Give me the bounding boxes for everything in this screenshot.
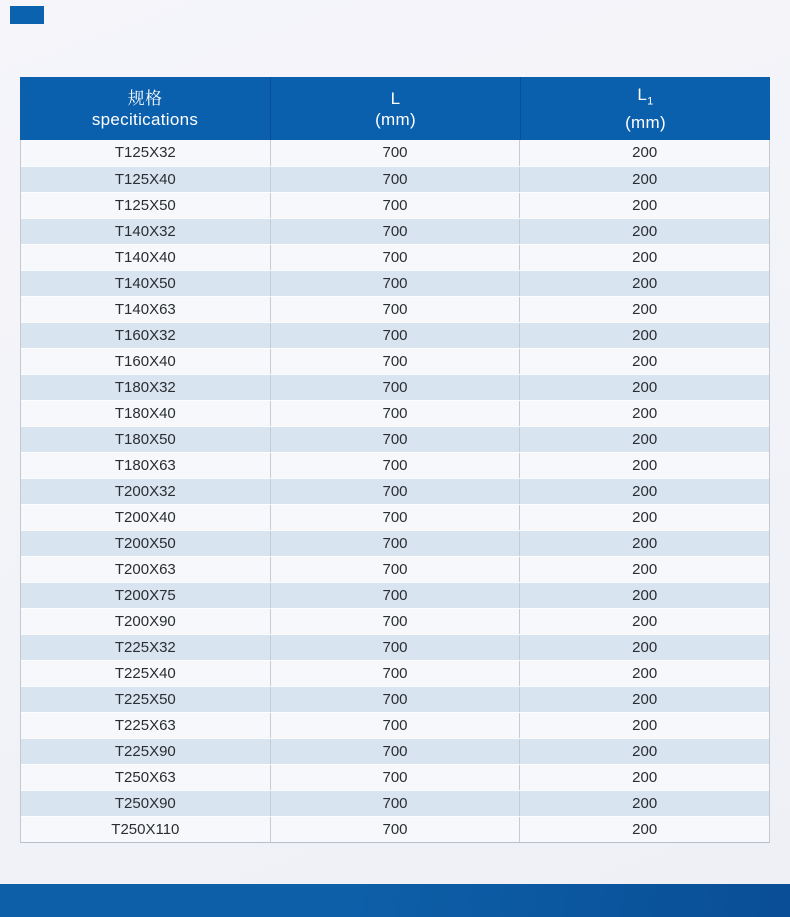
l1-cell: 200 [519, 401, 769, 426]
spec-cell: T180X50 [114, 431, 176, 448]
table-row [21, 504, 769, 530]
l-cell: 700 [270, 635, 520, 660]
l-cell: 700 [270, 193, 520, 218]
l-cell: 700 [270, 245, 520, 270]
l-cell: 700 [270, 479, 520, 504]
spec-cell: T200X90 [114, 613, 176, 630]
l1-cell: 200 [519, 323, 769, 348]
l-cell: 700 [270, 375, 520, 400]
l1-cell: 200 [519, 739, 769, 764]
spec-cell: T180X32 [114, 379, 176, 396]
table-row [21, 478, 769, 504]
table-row [21, 322, 769, 348]
l-cell: 700 [270, 505, 520, 530]
header-cell-spec [20, 77, 270, 140]
l-cell: 700 [270, 765, 520, 790]
l1-cell: 200 [519, 167, 769, 192]
l-cell: 700 [270, 140, 520, 166]
table-row [21, 192, 769, 218]
spec-cell: T225X40 [114, 665, 176, 682]
table-row [21, 166, 769, 192]
table-row [21, 764, 769, 790]
l1-cell: 200 [519, 531, 769, 556]
l1-cell: 200 [519, 375, 769, 400]
spec-cell: T225X90 [114, 743, 176, 760]
spec-cell: T160X32 [114, 327, 176, 344]
table-row [21, 270, 769, 296]
specification-table [20, 77, 770, 843]
table-row [21, 296, 769, 322]
table-row [21, 452, 769, 478]
l-cell: 700 [270, 453, 520, 478]
spec-cell: T250X63 [114, 769, 176, 786]
l1-cell: 200 [519, 140, 769, 166]
l1-cell: 200 [519, 427, 769, 452]
spec-cell: T125X32 [114, 144, 176, 161]
header-l-unit: (mm) [375, 109, 416, 129]
l1-cell: 200 [519, 219, 769, 244]
table-row [21, 738, 769, 764]
l1-cell: 200 [519, 713, 769, 738]
table-row [21, 686, 769, 712]
l1-cell: 200 [519, 557, 769, 582]
l1-cell: 200 [519, 609, 769, 634]
l1-cell: 200 [519, 817, 769, 842]
l-cell: 700 [270, 167, 520, 192]
l-cell: 700 [270, 531, 520, 556]
l-cell: 700 [270, 271, 520, 296]
table-row [21, 790, 769, 816]
l-cell: 700 [270, 349, 520, 374]
table-row [21, 582, 769, 608]
l-cell: 700 [270, 401, 520, 426]
l1-cell: 200 [519, 791, 769, 816]
l1-cell: 200 [519, 453, 769, 478]
l1-cell: 200 [519, 765, 769, 790]
l1-cell: 200 [519, 349, 769, 374]
spec-cell: T250X110 [111, 821, 180, 838]
l-cell: 700 [270, 583, 520, 608]
l1-cell: 200 [519, 271, 769, 296]
header-l1-label: $L_1$ [637, 84, 654, 108]
l-cell: 700 [270, 219, 520, 244]
l-cell: 700 [270, 297, 520, 322]
l-cell: 700 [270, 791, 520, 816]
l-cell: 700 [270, 427, 520, 452]
l-cell: 700 [270, 609, 520, 634]
header-spec-en: specitications [91, 109, 199, 129]
table-row [21, 816, 769, 842]
table-row [21, 556, 769, 582]
l1-cell: 200 [519, 583, 769, 608]
spec-cell: T140X50 [114, 275, 176, 292]
spec-cell: T125X50 [114, 197, 176, 214]
decor-blue-block [10, 6, 44, 24]
table-row [21, 608, 769, 634]
spec-cell: T160X40 [114, 353, 176, 370]
header-l-label: L [390, 88, 401, 108]
header-cell-l1 [520, 77, 770, 140]
spec-cell: T140X32 [114, 223, 176, 240]
table-row [21, 634, 769, 660]
spec-cell: T250X90 [114, 795, 176, 812]
table-row [21, 218, 769, 244]
l-cell: 700 [270, 557, 520, 582]
spec-cell: T225X32 [114, 639, 176, 656]
table-row [21, 140, 769, 166]
l1-cell: 200 [519, 687, 769, 712]
l-cell: 700 [270, 739, 520, 764]
l1-cell: 200 [519, 193, 769, 218]
spec-cell: T200X40 [114, 509, 176, 526]
table-row [21, 530, 769, 556]
spec-cell: T225X50 [114, 691, 176, 708]
header-spec-cn: 规格 [127, 88, 163, 108]
l-cell: 700 [270, 713, 520, 738]
table-row [21, 426, 769, 452]
header-cell-l [270, 77, 520, 140]
spec-cell: T125X40 [114, 171, 176, 188]
l1-cell: 200 [519, 635, 769, 660]
bottom-blue-banner [0, 884, 790, 917]
table-row [21, 400, 769, 426]
l1-cell: 200 [519, 245, 769, 270]
spec-cell: T180X40 [114, 405, 176, 422]
l-cell: 700 [270, 817, 520, 842]
l1-cell: 200 [519, 297, 769, 322]
table-header-row [20, 77, 770, 140]
header-l1-subscript: 1 [647, 95, 654, 108]
l-cell: 700 [270, 687, 520, 712]
l1-cell: 200 [519, 479, 769, 504]
spec-cell: T200X75 [114, 587, 176, 604]
table-body [20, 140, 770, 843]
table-row [21, 660, 769, 686]
l-cell: 700 [270, 661, 520, 686]
l-cell: 700 [270, 323, 520, 348]
spec-cell: T140X63 [114, 301, 176, 318]
spec-cell: T225X63 [114, 717, 176, 734]
l1-cell: 200 [519, 661, 769, 686]
table-row [21, 348, 769, 374]
table-row [21, 374, 769, 400]
spec-cell: T140X40 [114, 249, 176, 266]
l1-cell: 200 [519, 505, 769, 530]
table-row [21, 244, 769, 270]
spec-cell: T200X50 [114, 535, 176, 552]
spec-cell: T180X63 [114, 457, 176, 474]
spec-cell: T200X32 [114, 483, 176, 500]
header-l1-unit: (mm) [625, 113, 666, 133]
spec-cell: T200X63 [114, 561, 176, 578]
table-row [21, 712, 769, 738]
